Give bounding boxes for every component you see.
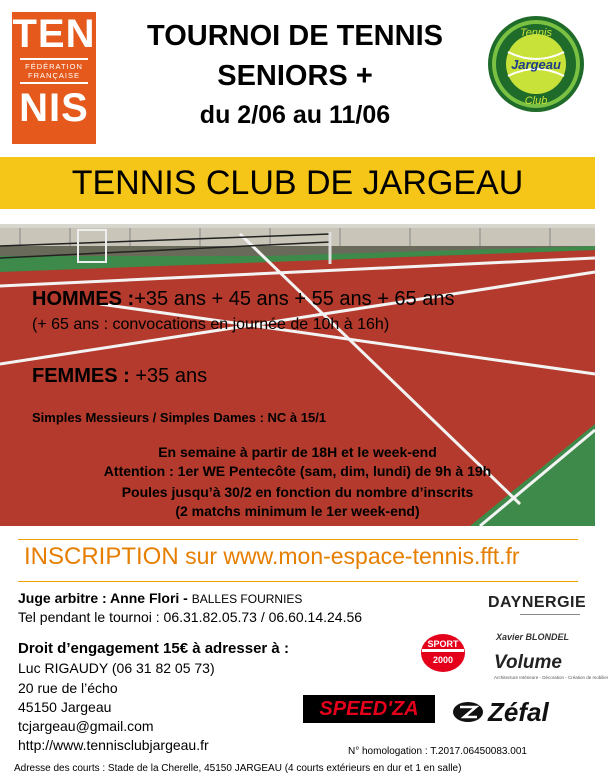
sport2000-top: SPORT	[427, 639, 459, 649]
sponsor-blondel: Xavier BLONDEL	[496, 632, 570, 642]
sponsor-sport2000-logo	[420, 633, 466, 673]
info-line-4: (2 matchs minimum le 1er week-end)	[175, 503, 420, 519]
info-line-1: En semaine à partir de 18H et le week-end	[158, 444, 437, 460]
address-line: 20 rue de l’écho	[18, 680, 118, 696]
tournament-title-line1: TOURNOI DE TENNIS	[147, 20, 443, 52]
contact-email[interactable]: tcjargeau@gmail.com	[18, 718, 154, 734]
hommes-categories	[32, 288, 454, 311]
simples-rule: Simples Messieurs / Simples Dames : NC à 15/1	[32, 410, 327, 425]
hommes-ages: +35 ans + 45 ans + 55 ans + 65 ans	[134, 288, 455, 310]
tournament-title-line2: SENIORS +	[217, 60, 373, 92]
fft-logo-top: TEN	[12, 12, 96, 56]
separator-bottom	[18, 581, 578, 582]
sponsor-daynergie-underline	[520, 614, 580, 615]
info-line-2: Attention : 1er WE Pentecôte (sam, dim, lundi) de 9h à 19h	[103, 463, 492, 479]
sponsor-speedza: SPEED'ZA	[303, 695, 435, 723]
sponsor-volume: Volume	[494, 652, 562, 673]
courts-address: Adresse des courts : Stade de la Cherelle, 45150 JARGEAU (4 courts extérieurs en dur et 1 en salle)	[14, 763, 462, 774]
tournament-phone: Tel pendant le tournoi : 06.31.82.05.73 / 06.60.14.24.56	[18, 609, 363, 625]
info-line-3: Poules jusqu’à 30/2 en fonction du nombre d’inscrits	[121, 484, 474, 500]
separator-top	[18, 539, 578, 540]
club-website-link[interactable]: http://www.tennisclubjargeau.fr	[18, 737, 209, 753]
juge-arbitre	[18, 590, 302, 606]
tournament-dates: du 2/06 au 11/06	[199, 101, 391, 129]
note-65: (+ 65 ans : convocations en journée de 10h à 16h)	[32, 316, 390, 333]
address-line: Luc RIGAUDY (06 31 82 05 73)	[18, 660, 215, 676]
femmes-categories	[32, 365, 207, 388]
sport2000-bottom: 2000	[432, 655, 454, 665]
homologation-number: N° homologation : T.2017.06450083.001	[348, 746, 527, 757]
club-logo-bottom: Club	[524, 95, 548, 107]
address-line: 45150 Jargeau	[18, 699, 112, 715]
balles-fournies: BALLES FOURNIES	[191, 592, 303, 606]
femmes-ages: +35 ans	[129, 365, 208, 387]
inscription-line[interactable]	[24, 543, 520, 571]
hommes-label: HOMMES :	[32, 288, 135, 310]
fft-logo	[12, 12, 96, 144]
inscription-label: INSCRIPTION	[24, 543, 179, 570]
femmes-label: FEMMES :	[32, 365, 130, 387]
inscription-url[interactable]: sur www.mon-espace-tennis.fft.fr	[178, 543, 520, 569]
club-logo-top: Tennis	[519, 27, 553, 39]
sponsor-volume-tagline: Architecture Intérieure - Décoration - Création de mobilier	[494, 675, 608, 680]
club-logo-middle: Jargeau	[511, 57, 561, 72]
fft-logo-sub2: FRANÇAISE	[28, 71, 80, 80]
fft-logo-subtitle	[20, 58, 88, 84]
juge-label: Juge arbitre : Anne Flori -	[18, 590, 192, 606]
entry-fee: Droit d’engagement 15€ à adresser à :	[18, 640, 289, 657]
club-name: TENNIS CLUB DE JARGEAU	[71, 164, 524, 202]
sponsor-zefal: Zéfal	[488, 697, 549, 727]
sponsor-daynergie: DAYNERGIE	[488, 594, 587, 611]
club-logo	[486, 14, 586, 114]
fft-logo-bottom: NIS	[19, 86, 89, 130]
fft-logo-sub1: FÉDÉRATION	[25, 62, 83, 71]
